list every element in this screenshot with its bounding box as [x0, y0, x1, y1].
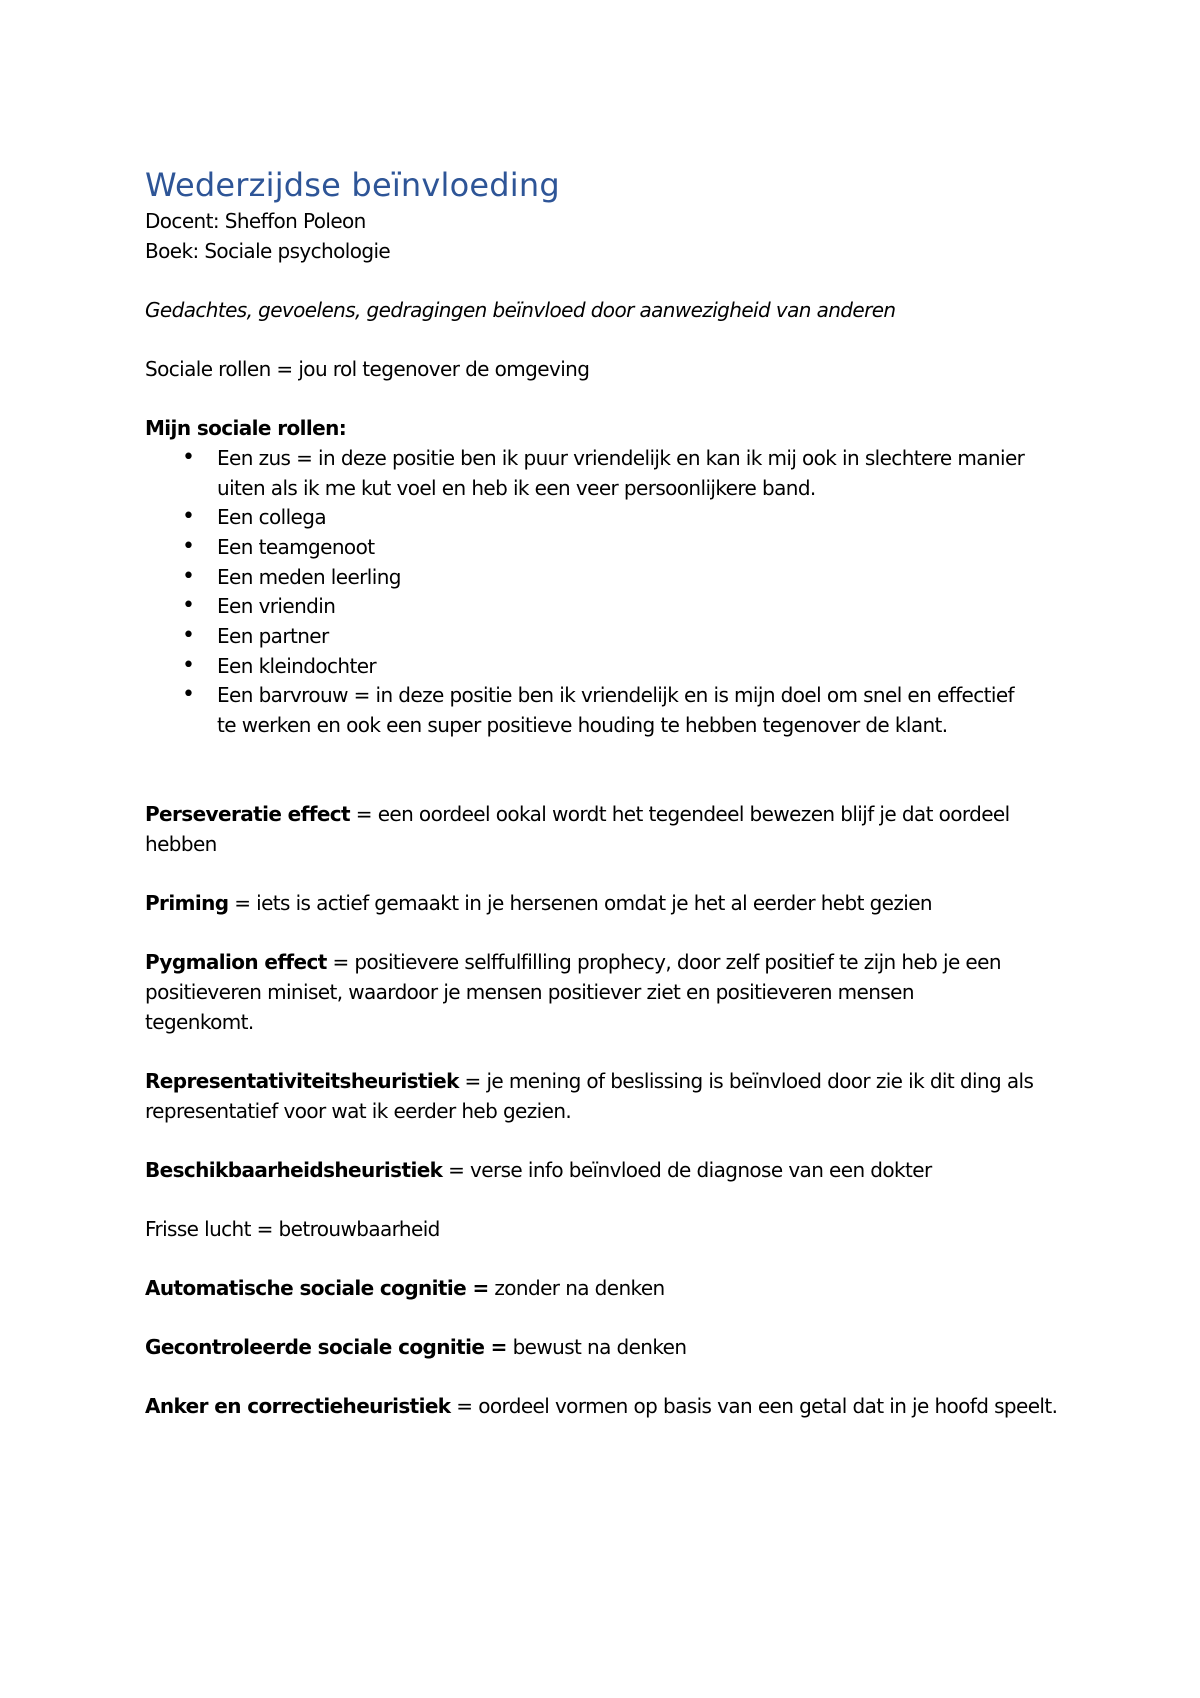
list-item: Een barvrouw = in deze positie ben ik vriendelijk en is mijn doel om snel en effectief: [217, 683, 1014, 707]
bullet-icon: •: [182, 653, 195, 678]
bullet-icon: •: [182, 564, 195, 589]
definition-continuation: hebben: [145, 832, 217, 856]
bullet-icon: •: [182, 682, 195, 707]
definition-pygmalion: [145, 947, 1001, 977]
list-item: Een vriendin: [217, 594, 336, 618]
definition-frisse-lucht: [145, 1214, 440, 1244]
definition-text: zonder na denken: [488, 1276, 665, 1300]
subtitle: Gedachtes, gevoelens, gedragingen beïnvloed door aanwezigheid van anderen: [145, 298, 896, 322]
definition-text: bewust na denken: [506, 1335, 687, 1359]
definition-continuation: positieveren miniset, waardoor je mensen positiever ziet en positieveren mensen: [145, 980, 914, 1004]
list-item: Een collega: [217, 505, 326, 529]
definition-text: = positievere selffulfilling prophecy, door zelf positief te zijn heb je een: [326, 950, 1001, 974]
definition-priming: [145, 888, 932, 918]
bullet-icon: •: [182, 623, 195, 648]
definition-automatische: [145, 1273, 665, 1303]
definition-anker: [145, 1391, 1057, 1421]
definition-continuation: tegenkomt.: [145, 1010, 254, 1034]
definition-beschikbaarheid: [145, 1155, 932, 1185]
list-item-continuation: te werken en ook een super positieve houding te hebben tegenover de klant.: [217, 713, 948, 737]
definition-term: Priming: [145, 891, 229, 915]
definition-term: Representativiteitsheuristiek: [145, 1069, 459, 1093]
definition-term: Pygmalion effect: [145, 950, 327, 974]
sociale-rollen-line: Sociale rollen = jou rol tegenover de omgeving: [145, 357, 590, 381]
definition-term: Automatische sociale cognitie =: [145, 1276, 489, 1300]
definition-term: Anker en correctieheuristiek: [145, 1394, 451, 1418]
list-item: Een teamgenoot: [217, 535, 375, 559]
definition-representativiteit: [145, 1066, 1033, 1096]
boek-line: Boek: Sociale psychologie: [145, 239, 391, 263]
list-item: Een meden leerling: [217, 565, 401, 589]
list-item: Een kleindochter: [217, 654, 377, 678]
docent-line: Docent: Sheffon Poleon: [145, 209, 366, 233]
definition-term: Gecontroleerde sociale cognitie =: [145, 1335, 507, 1359]
definition-text: Frisse lucht = betrouwbaarheid: [145, 1217, 440, 1241]
definition-text: = een oordeel ookal wordt het tegendeel bewezen blijf je dat oordeel: [350, 802, 1010, 826]
bullet-icon: •: [182, 593, 195, 618]
roles-heading: Mijn sociale rollen:: [145, 416, 347, 440]
definition-term: Beschikbaarheidsheuristiek: [145, 1158, 443, 1182]
list-item: Een zus = in deze positie ben ik puur vriendelijk en kan ik mij ook in slechtere manier: [217, 446, 1025, 470]
definition-term: Perseveratie effect: [145, 802, 351, 826]
definition-continuation: representatief voor wat ik eerder heb gezien.: [145, 1099, 572, 1123]
definition-text: = oordeel vormen op basis van een getal dat in je hoofd speelt.: [450, 1394, 1058, 1418]
list-item: Een partner: [217, 624, 329, 648]
document-title: Wederzijdse beïnvloeding: [145, 166, 560, 204]
definition-text: = iets is actief gemaakt in je hersenen omdat je het al eerder hebt gezien: [228, 891, 933, 915]
definition-gecontroleerde: [145, 1332, 686, 1362]
bullet-icon: •: [182, 534, 195, 559]
definition-perseveratie: [145, 799, 1010, 829]
definition-text: = verse info beïnvloed de diagnose van een dokter: [442, 1158, 932, 1182]
definition-text: = je mening of beslissing is beïnvloed door zie ik dit ding als: [458, 1069, 1034, 1093]
bullet-icon: •: [182, 504, 195, 529]
list-item-continuation: uiten als ik me kut voel en heb ik een veer persoonlijkere band.: [217, 476, 816, 500]
bullet-icon: •: [182, 445, 195, 470]
